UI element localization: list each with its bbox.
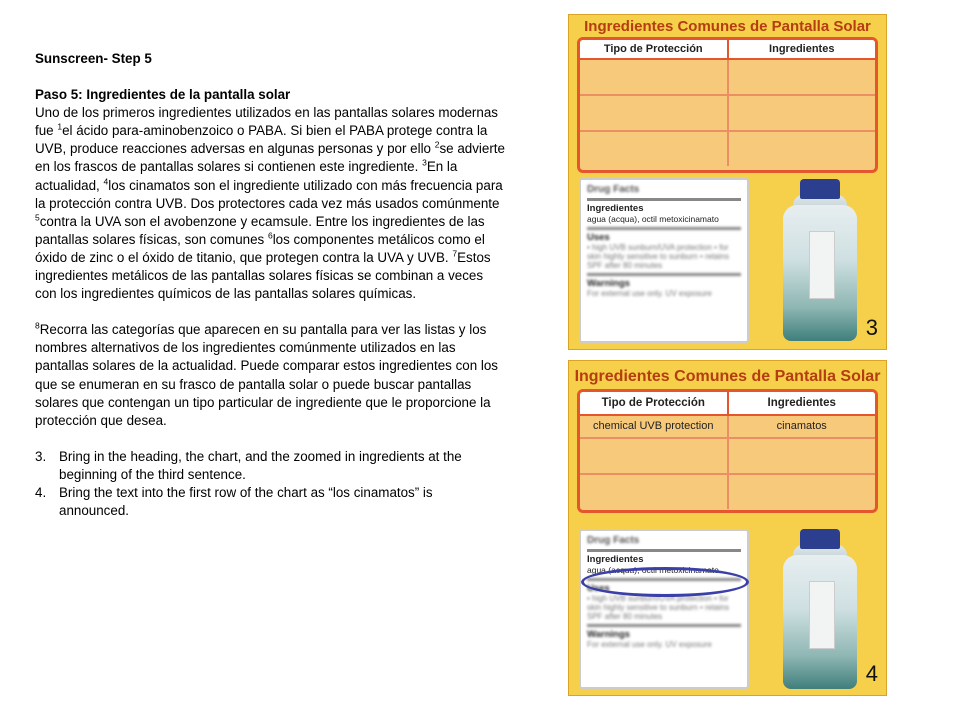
list-text: Bring the text into the first row of the chart as “los cinamatos” is announced. bbox=[59, 484, 433, 519]
highlight-ellipse bbox=[581, 567, 749, 597]
drug-facts-label bbox=[579, 178, 749, 343]
list-text: Bring in the heading, the chart, and the zoomed in ingredients at the beginning of the third sentence. bbox=[59, 448, 462, 482]
uses-text: • high UVB sunburn/UVA protection • for skin highly sensitive to sunburn • retains SPF after 80 minutes bbox=[587, 243, 729, 270]
ingredients-section bbox=[587, 198, 741, 224]
column-header-protection: Tipo de Protección bbox=[603, 43, 703, 55]
slide-number: 3 bbox=[865, 315, 878, 340]
p1-text-7: los componentes metálicos como el óxido de zinc o el óxido de titanio, que protegen contra la UVA y UVB. bbox=[35, 231, 485, 265]
uses-heading: Uses bbox=[587, 583, 610, 594]
table-header bbox=[580, 40, 875, 60]
drug-facts-label bbox=[579, 529, 749, 689]
ingredients-table bbox=[577, 37, 878, 173]
p1-text-1: Uno de los primeros ingredientes utilizados en las pantallas solares modernas fue bbox=[35, 105, 498, 139]
footnote-5: 5 bbox=[35, 212, 40, 223]
column-header-ingredients: Ingredientes bbox=[727, 392, 876, 414]
doc-heading: Sunscreen- Step 5 bbox=[35, 51, 152, 66]
table-cell: cinamatos bbox=[727, 416, 876, 437]
warnings-heading: Warnings bbox=[587, 278, 630, 289]
table-cell: chemical UVB protection bbox=[593, 420, 714, 432]
p1-text-4: En la actualidad, bbox=[35, 159, 458, 193]
table-row bbox=[580, 416, 875, 439]
panel-title: Ingredientes Comunes de Pantalla Solar bbox=[584, 18, 871, 35]
ingredients-heading: Ingredientes bbox=[587, 203, 644, 214]
table-cell bbox=[727, 60, 876, 94]
uses-heading: Uses bbox=[587, 232, 610, 243]
table-header bbox=[580, 392, 875, 416]
warnings-section bbox=[587, 273, 741, 298]
p1-text-6: contra la UVA son el avobenzone y ecamsule. Entre los ingredientes de las pantallas solares físicas, son comunes bbox=[35, 213, 485, 247]
warnings-text: For external use only. UV exposure bbox=[587, 289, 712, 298]
list-number: 3. bbox=[35, 448, 47, 464]
slide-number: 4 bbox=[865, 661, 878, 686]
ingredients-text: agua (acqua), octil metoxicinamato bbox=[587, 565, 719, 575]
table-cell bbox=[727, 132, 876, 166]
panel-title: Ingredientes Comunes de Pantalla Solar bbox=[574, 368, 881, 385]
doc-subheading: Paso 5: Ingredientes de la pantalla solar bbox=[35, 87, 291, 103]
table-row bbox=[580, 132, 875, 166]
p1-text-3: se advierte en los frascos de pantallas solares si contienen este ingrediente. bbox=[35, 141, 505, 175]
warnings-section bbox=[587, 624, 741, 649]
ingredients-text: agua (acqua), octil metoxicinamato bbox=[587, 214, 719, 224]
drug-facts-title: Drug Facts bbox=[587, 535, 640, 546]
list-number: 4. bbox=[35, 484, 47, 500]
uses-section bbox=[587, 227, 741, 270]
table-row bbox=[580, 60, 875, 96]
paragraph-2 bbox=[35, 321, 505, 430]
slide-thumbnail-4 bbox=[568, 360, 887, 696]
table-cell bbox=[580, 96, 727, 130]
footnote-6: 6 bbox=[267, 230, 273, 241]
ingredients-heading: Ingredientes bbox=[587, 554, 644, 565]
p1-text-8: Estos ingredientes metálicos de las pantallas solares físicas se combinan a veces con los ingredientes químicos de las pantallas solares químicas. bbox=[35, 249, 491, 302]
sunscreen-bottle-image bbox=[783, 179, 857, 341]
list-item bbox=[35, 448, 505, 484]
column-header-ingredients: Ingredientes bbox=[727, 40, 876, 58]
list-item bbox=[35, 484, 505, 520]
footnote-7: 7 bbox=[452, 248, 458, 259]
p2-text: Recorra las categorías que aparecen en su pantalla para ver las listas y los nombres alternativos de los ingredientes comúnmente utilizados en las pantallas solares de la actualidad. Puede comparar estos ingredientes con los que se enumeran en su frasco de pantalla solar o puede buscar pantallas solares que contengan un tipo particular de ingrediente que le proporcione la protección que desea. bbox=[35, 322, 499, 428]
table-row bbox=[580, 439, 875, 475]
warnings-text: For external use only. UV exposure bbox=[587, 640, 712, 649]
footnote-8: 8 bbox=[35, 320, 40, 331]
p1-text-2: el ácido para-aminobenzoico o PABA. Si bien el PABA protege contra la UVB, produce reacciones adversas en algunas personas y por ello bbox=[35, 123, 488, 157]
table-row bbox=[580, 96, 875, 132]
table-cell bbox=[580, 60, 727, 94]
instruction-list bbox=[35, 448, 505, 520]
table-cell bbox=[580, 475, 727, 509]
table-cell bbox=[580, 132, 727, 166]
column-header-protection: Tipo de Protección bbox=[601, 397, 705, 409]
drug-facts-title: Drug Facts bbox=[587, 184, 640, 195]
table-cell bbox=[727, 96, 876, 130]
table-cell bbox=[727, 475, 876, 509]
warnings-heading: Warnings bbox=[587, 629, 630, 640]
table-row bbox=[580, 475, 875, 509]
ingredients-table bbox=[577, 389, 878, 513]
document-text bbox=[35, 50, 505, 520]
footnote-2: 2 bbox=[434, 139, 440, 150]
table-cell bbox=[727, 439, 876, 473]
footnote-3: 3 bbox=[422, 158, 427, 168]
paragraph-1 bbox=[35, 104, 505, 303]
p1-text-5: los cinamatos son el ingrediente utilizado con más frecuencia para la protección contra UVB. Dos protectores cada vez más usados comúnmente bbox=[35, 177, 503, 211]
slide-thumbnail-3 bbox=[568, 14, 887, 350]
footnote-4: 4 bbox=[103, 176, 109, 187]
table-cell bbox=[580, 439, 727, 473]
footnote-1: 1 bbox=[57, 121, 63, 132]
uses-text: • high UVB sunburn/UVA protection • for skin highly sensitive to sunburn • retains SPF after 80 minutes bbox=[587, 594, 729, 621]
sunscreen-bottle-image bbox=[783, 529, 857, 689]
